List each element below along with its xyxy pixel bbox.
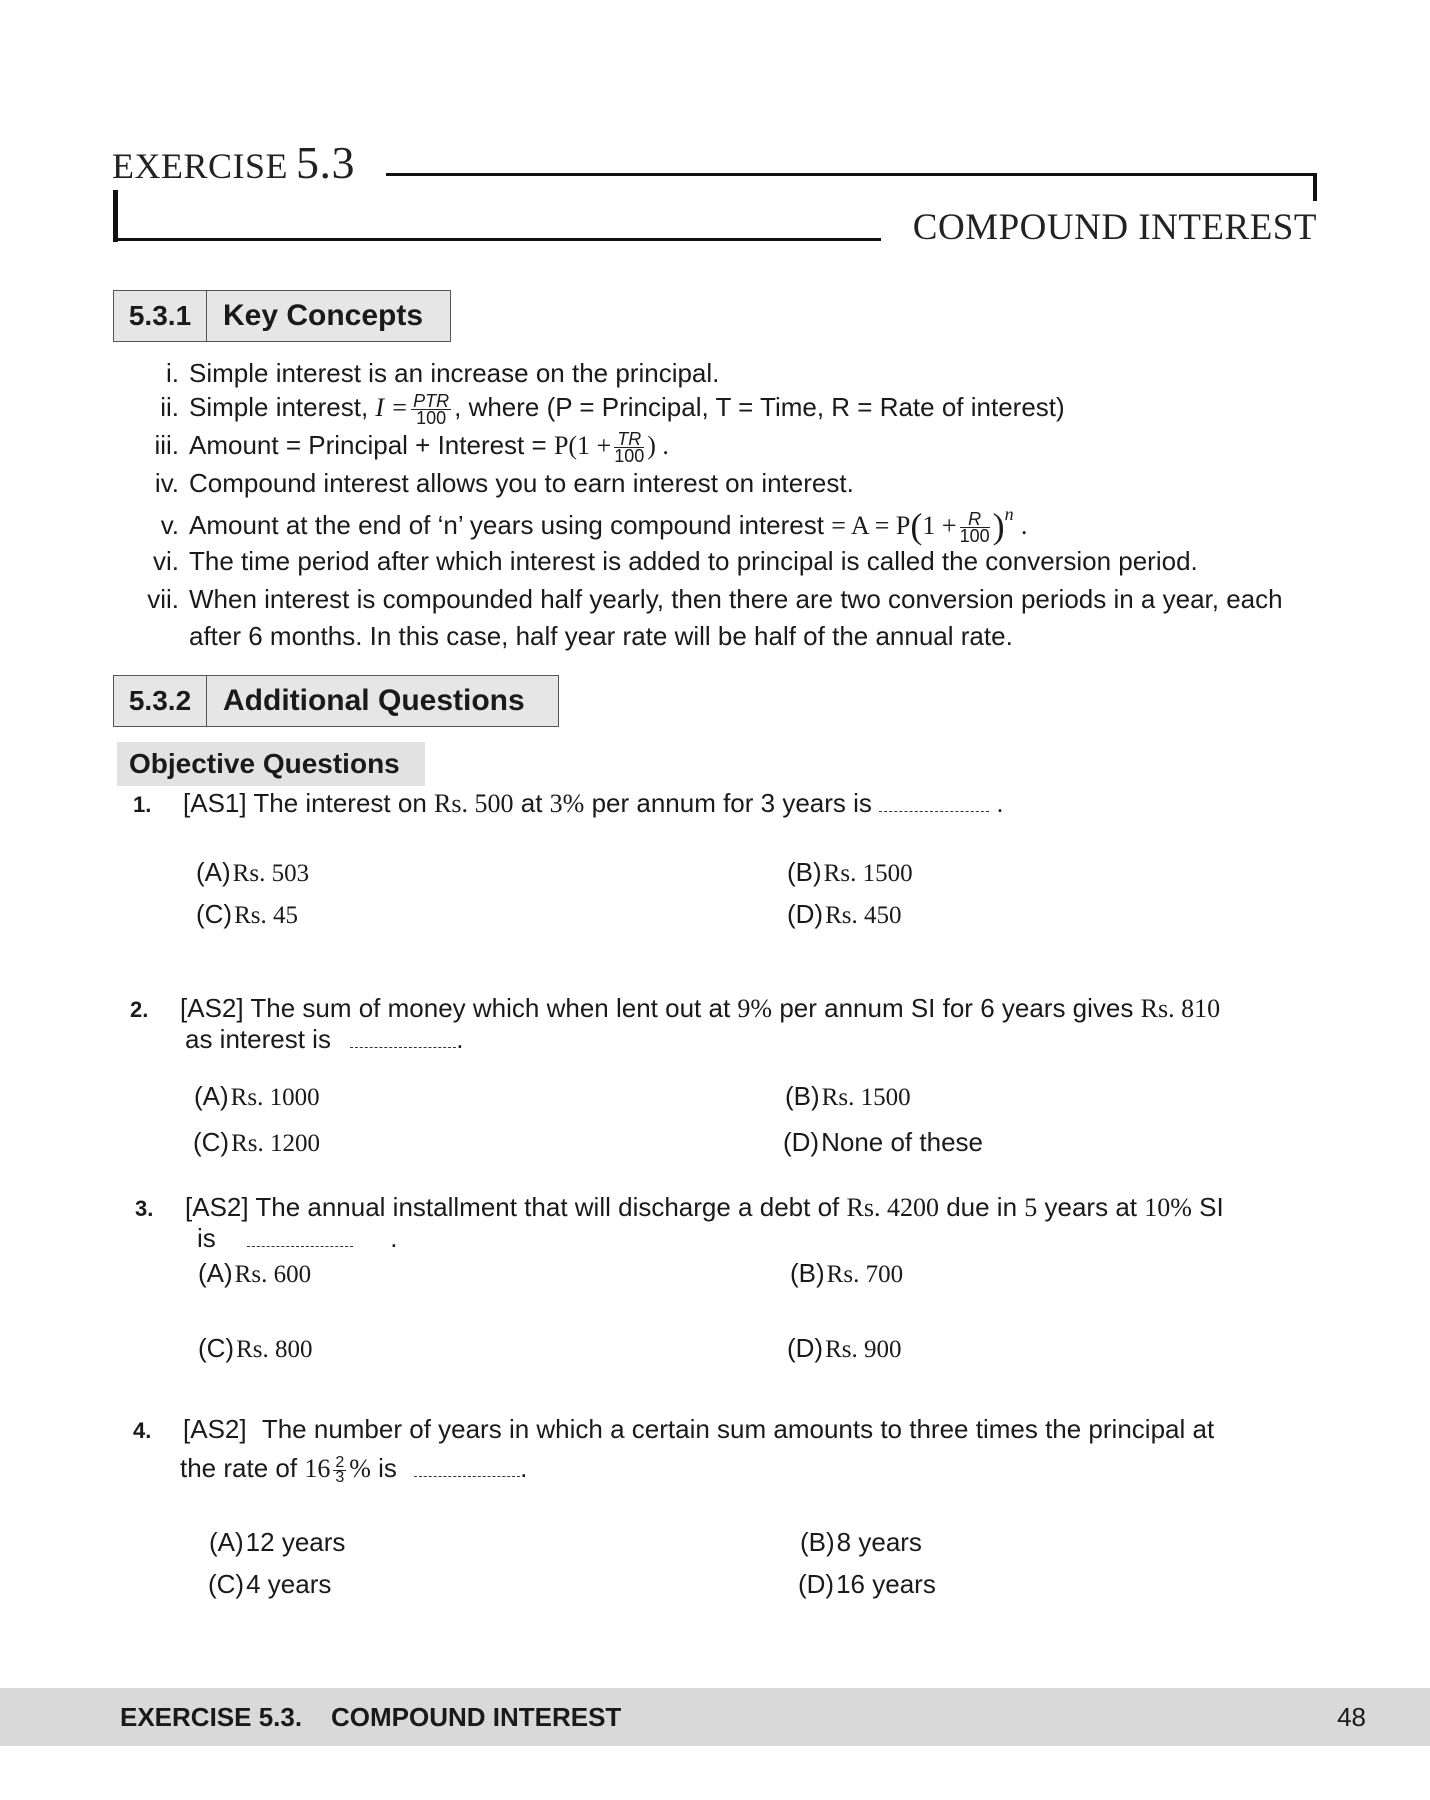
section-title: Additional Questions <box>223 684 525 717</box>
header-rule-top <box>386 173 1316 176</box>
option-1b[interactable]: (B)Rs. 1500 <box>787 857 913 887</box>
option-1c[interactable]: (C)Rs. 45 <box>196 899 298 929</box>
section-key-concepts-header <box>113 290 451 342</box>
answer-blank <box>879 795 989 812</box>
exercise-subtitle: COMPOUND INTEREST <box>912 207 1317 248</box>
option-4a[interactable]: (A)12 years <box>209 1527 346 1557</box>
option-3a[interactable]: (A)Rs. 600 <box>198 1258 312 1288</box>
question-3: 3. [AS2] The annual installment that will discharge a debt of Rs. 4200 due in 5 years at 10% SI is . <box>135 1192 1224 1253</box>
section-number: 5.3.1 <box>114 291 207 341</box>
option-2b[interactable]: (B)Rs. 1500 <box>785 1081 911 1111</box>
exercise-number: 5.3 <box>296 137 356 188</box>
header-rule-bottom <box>113 238 881 241</box>
question-4: 4. [AS2] The number of years in which a certain sum amounts to three times the principal at the rate of 16 $\frac{2}{3}$ % is . <box>133 1414 1215 1486</box>
exercise-title <box>112 136 355 189</box>
answer-blank <box>414 1460 520 1477</box>
fraction-tr-100: $\frac{TR}{100}$ <box>614 428 645 466</box>
section-number: 5.3.2 <box>114 676 207 726</box>
page-footer <box>0 1688 1430 1746</box>
footer-title: EXERCISE 5.3. COMPOUND INTEREST <box>120 1701 622 1732</box>
concept-item-6: vi. The time period after which interest is added to principal is called the conversion period. <box>153 546 1198 576</box>
answer-blank <box>247 1230 353 1247</box>
option-2d[interactable]: (D)None of these <box>783 1127 983 1157</box>
exercise-label: EXERCISE <box>112 146 289 186</box>
concept-item-4: iv. Compound interest allows you to earn interest on interest. <box>154 468 854 498</box>
option-2c[interactable]: (C)Rs. 1200 <box>193 1127 320 1157</box>
fraction-2-3: $\frac{2}{3}$ <box>335 1453 345 1486</box>
fraction-ptr-100: $\frac{\text{PTR}}{100}$ <box>413 390 450 428</box>
option-4d[interactable]: (D)16 years <box>798 1569 936 1599</box>
concept-item-3: iii. Amount = Principal + Interest = P(1 + $\frac{TR}{100}$ ) . <box>154 428 669 466</box>
option-3b[interactable]: (B)Rs. 700 <box>790 1258 904 1288</box>
concept-item-1: i. Simple interest is an increase on the principal. <box>166 358 720 388</box>
concept-item-5: v. Amount at the end of ‘n’ years using compound interest = A = P(1 + $\frac{R}{100}$ )$^n$ . <box>160 504 1028 546</box>
answer-blank <box>350 1031 456 1048</box>
option-1d[interactable]: (D)Rs. 450 <box>787 899 902 929</box>
fraction-r-100: $\frac{R}{100}$ <box>959 508 990 546</box>
option-2a[interactable]: (A)Rs. 1000 <box>194 1081 320 1111</box>
objective-questions-label: Objective Questions <box>117 742 425 786</box>
header-rule-left-tick <box>113 190 118 242</box>
concept-item-7: vii. When interest is compounded half yearly, then there are two conversion periods in a year, each after 6 months. In this case, half year rate will be half of the annual rate. <box>147 584 1283 651</box>
option-1a[interactable]: (A)Rs. 503 <box>196 857 310 887</box>
question-2: 2. [AS2] The sum of money which when lent out at 9% per annum SI for 6 years gives Rs. 810 as interest is . <box>130 993 1221 1054</box>
page-number: 48 <box>1337 1701 1366 1732</box>
option-3c[interactable]: (C)Rs. 800 <box>198 1333 313 1363</box>
header-rule-top-tick <box>1313 173 1317 201</box>
option-4c[interactable]: (C)4 years <box>208 1569 332 1599</box>
concept-item-2: ii. Simple interest, I = $\frac{\text{PTR}}{100}$ , where (P = Principal, T = Time, R = Rate of interest) <box>160 390 1065 428</box>
option-3d[interactable]: (D)Rs. 900 <box>787 1333 902 1363</box>
option-4b[interactable]: (B)8 years <box>800 1527 922 1557</box>
section-additional-questions-header <box>113 675 559 727</box>
section-title: Key Concepts <box>223 299 424 332</box>
question-1: 1. [AS1] The interest on Rs. 500 at 3% per annum for 3 years is . <box>133 788 1004 818</box>
